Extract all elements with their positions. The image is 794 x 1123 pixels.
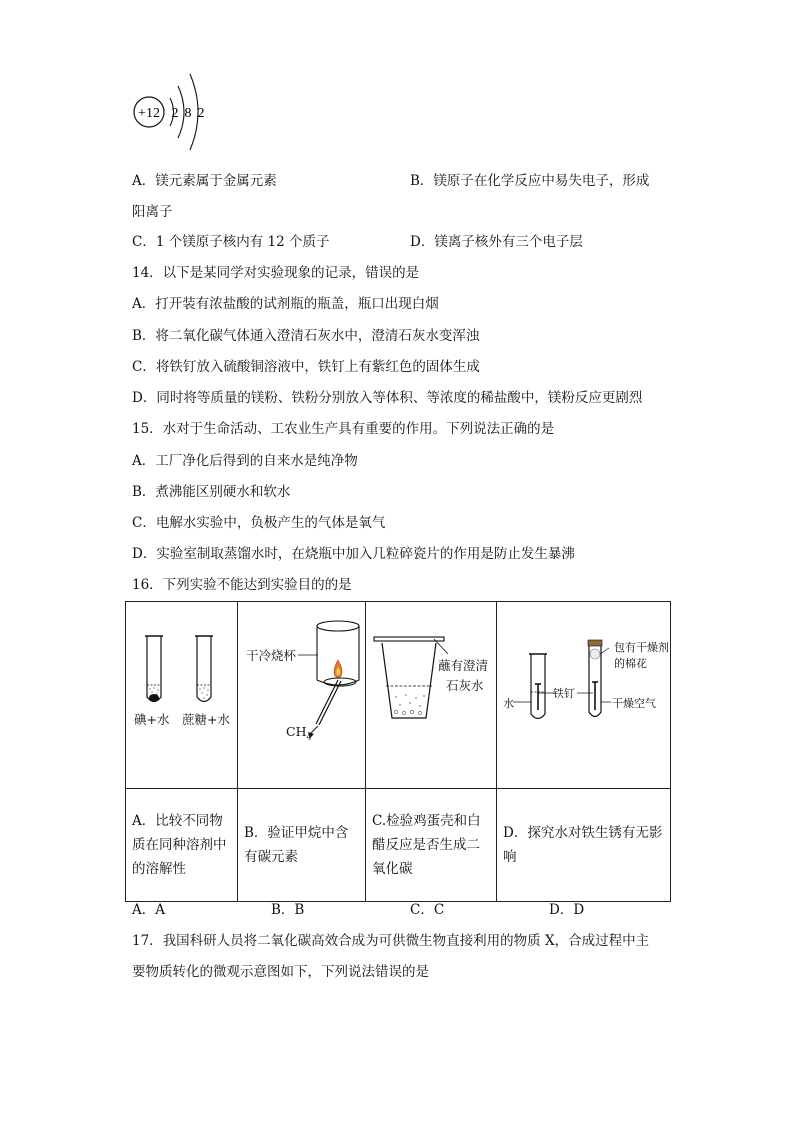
q13-option-d: D．镁离子核外有三个电子层 bbox=[410, 234, 583, 250]
q16-answer-c: C．C bbox=[410, 902, 445, 918]
figure-b-cell bbox=[238, 602, 366, 789]
figure-d-cell bbox=[497, 602, 671, 789]
q16-cell-b: B．验证甲烷中含有碳元素 bbox=[238, 789, 366, 902]
q14-option-c: C．将铁钉放入硫酸铜溶液中，铁钉上有紫红色的固体生成 bbox=[132, 359, 480, 375]
q17-stem-line1: 17．我国科研人员将二氧化碳高效合成为可供微生物直接利用的物质 X，合成过程中主 bbox=[132, 933, 650, 949]
q14-option-b: B．将二氧化碳气体通入澄清石灰水中，澄清石灰水变浑浊 bbox=[132, 328, 480, 344]
shell-1-electrons: 2 bbox=[171, 106, 179, 121]
q15-option-a: A．工厂净化后得到的自来水是纯净物 bbox=[132, 453, 358, 469]
q13-option-b-line1: B．镁原子在化学反应中易失电子，形成 bbox=[410, 173, 650, 189]
q15-option-c: C．电解水实验中，负极产生的气体是氧气 bbox=[132, 515, 386, 531]
q17-stem-line2: 要物质转化的微观示意图如下，下列说法错误的是 bbox=[132, 964, 429, 980]
label-cotton-desiccant-2: 的棉花 bbox=[614, 657, 647, 670]
label-dry-air: 干燥空气 bbox=[612, 697, 656, 710]
methane-burning-figure bbox=[238, 602, 366, 788]
label-ch4: $CH_4$ bbox=[286, 724, 312, 742]
test-tubes-figure bbox=[126, 602, 238, 788]
figure-a-cell bbox=[126, 602, 238, 789]
limewater-beaker-figure bbox=[366, 602, 497, 788]
shell-2-electrons: 8 bbox=[184, 106, 192, 121]
q16-cell-d: D．探究水对铁生锈有无影响 bbox=[497, 789, 671, 902]
q14-option-d: D．同时将等质量的镁粉、铁粉分别放入等体积、等浓度的稀盐酸中，镁粉反应更剧烈 bbox=[132, 390, 643, 406]
q13-option-b-line2: 阳离子 bbox=[132, 204, 173, 220]
label-iron-nail: 铁钉 bbox=[553, 687, 575, 700]
label-iodine-water: 碘+水 bbox=[134, 712, 170, 727]
shell-3-electrons: 2 bbox=[197, 106, 205, 121]
label-dipped-limewater-2: 石灰水 bbox=[446, 678, 484, 693]
figure-c-cell bbox=[366, 602, 497, 789]
q16-stem: 16．下列实验不能达到实验目的的是 bbox=[132, 577, 352, 593]
q16-cell-c: C.检验鸡蛋壳和白醋反应是否生成二氧化碳 bbox=[366, 789, 497, 902]
q13-option-a: A．镁元素属于金属元素 bbox=[132, 173, 277, 189]
q16-experiment-table bbox=[125, 601, 671, 902]
mg-atom-structure-diagram bbox=[128, 68, 228, 158]
label-dipped-limewater-1: 蘸有澄清 bbox=[438, 658, 489, 673]
q16-answer-a: A．A bbox=[132, 902, 165, 918]
label-sucrose-water: 蔗糖+水 bbox=[182, 712, 230, 727]
q15-option-b: B．煮沸能区别硬水和软水 bbox=[132, 484, 291, 500]
q15-option-d: D．实验室制取蒸馏水时，在烧瓶中加入几粒碎瓷片的作用是防止发生暴沸 bbox=[132, 546, 575, 562]
q14-option-a: A．打开装有浓盐酸的试剂瓶的瓶盖，瓶口出现白烟 bbox=[132, 296, 439, 312]
label-cotton-desiccant-1: 包有干燥剂 bbox=[614, 641, 669, 654]
q14-stem: 14．以下是某同学对实验现象的记录，错误的是 bbox=[132, 265, 420, 281]
q16-cell-a: A．比较不同物质在同种溶剂中的溶解性 bbox=[126, 789, 238, 902]
label-dry-cold-beaker: 干冷烧杯 bbox=[246, 648, 297, 663]
q15-stem: 15．水对于生命活动、工农业生产具有重要的作用。下列说法正确的是 bbox=[132, 421, 555, 437]
q13-option-c: C．1 个镁原子核内有 12 个质子 bbox=[132, 234, 330, 250]
nucleus-charge: +12 bbox=[138, 106, 160, 121]
q16-answer-d: D．D bbox=[549, 902, 585, 918]
q16-answer-b: B．B bbox=[271, 902, 305, 918]
label-water: 水 bbox=[503, 697, 514, 710]
